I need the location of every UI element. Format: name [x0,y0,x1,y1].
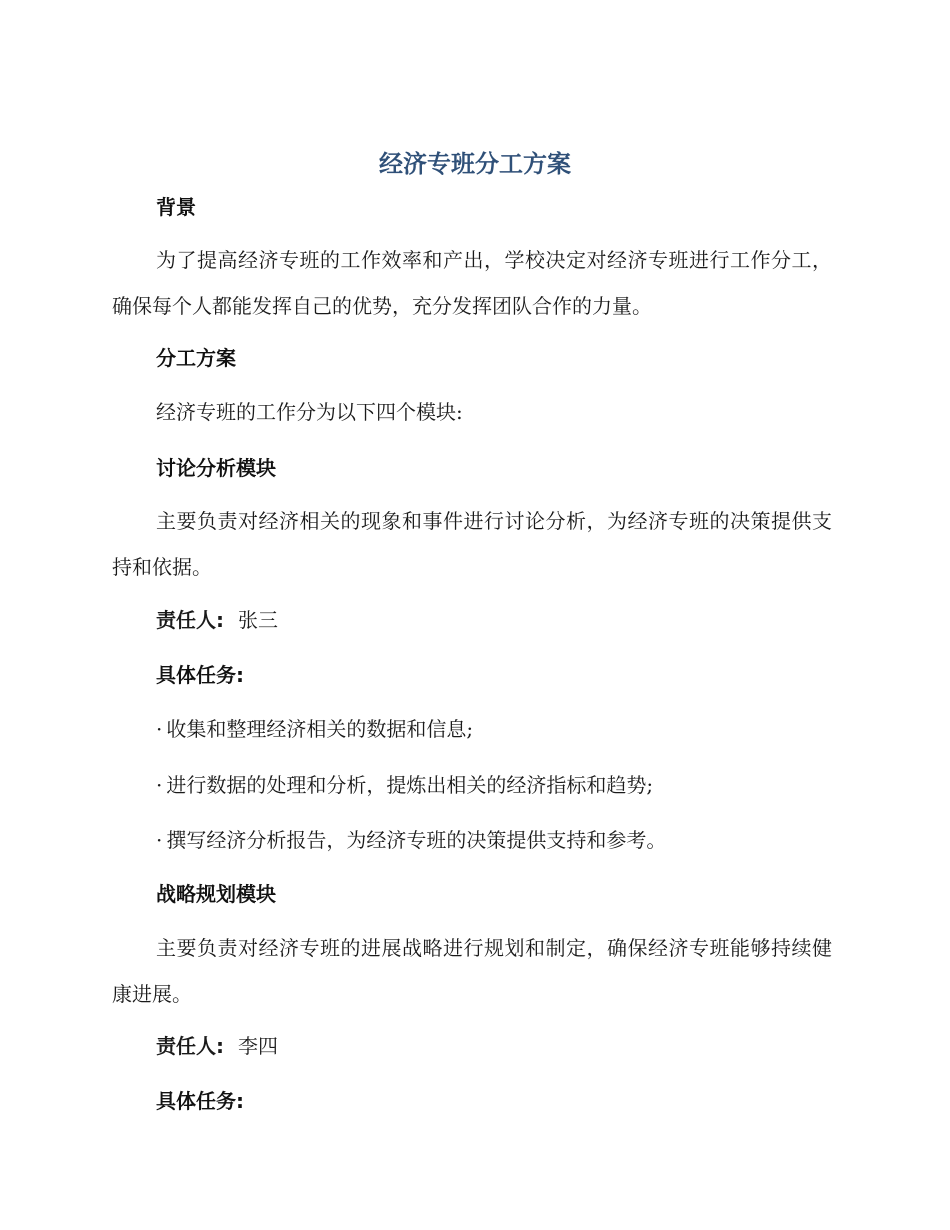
bullet-icon: · [156,717,163,741]
module-owner-strategy [156,1031,278,1061]
task-item [156,825,666,855]
plan-intro: 经济专班的工作分为以下四个模块: [156,400,463,424]
task-item [156,770,653,800]
module-description-strategy: 主要负责对经济专班的进展战略进行规划和制定，确保经济专班能够持续健康进展。 [112,936,832,1006]
background-paragraph: 为了提高经济专班的工作效率和产出，学校决定对经济专班进行工作分工，确保每个人都能发挥自己的优势，充分发挥团队合作的力量。 [112,248,832,318]
owner-name: 李四 [238,1034,278,1058]
module-owner-discussion [156,605,278,635]
task-text: 撰写经济分析报告，为经济专班的决策提供支持和参考。 [166,828,667,852]
task-item [156,714,473,744]
owner-name: 张三 [238,608,278,632]
tasks-label-discussion: 具体任务: [156,663,244,687]
bullet-icon: · [156,773,163,797]
tasks-label-strategy: 具体任务: [156,1089,244,1113]
task-text: 进行数据的处理和分析，提炼出相关的经济指标和趋势; [166,773,654,797]
section-heading-plan: 分工方案 [156,346,236,370]
owner-label: 责任人: [156,1034,224,1058]
module-description-discussion: 主要负责对经济相关的现象和事件进行讨论分析，为经济专班的决策提供支持和依据。 [112,509,832,579]
module-heading-discussion: 讨论分析模块 [156,456,276,480]
section-heading-background: 背景 [156,195,196,219]
module-heading-strategy: 战略规划模块 [156,882,276,906]
document-title: 经济专班分工方案 [379,150,571,178]
bullet-icon: · [156,828,163,852]
task-text: 收集和整理经济相关的数据和信息; [166,717,474,741]
owner-label: 责任人: [156,608,224,632]
